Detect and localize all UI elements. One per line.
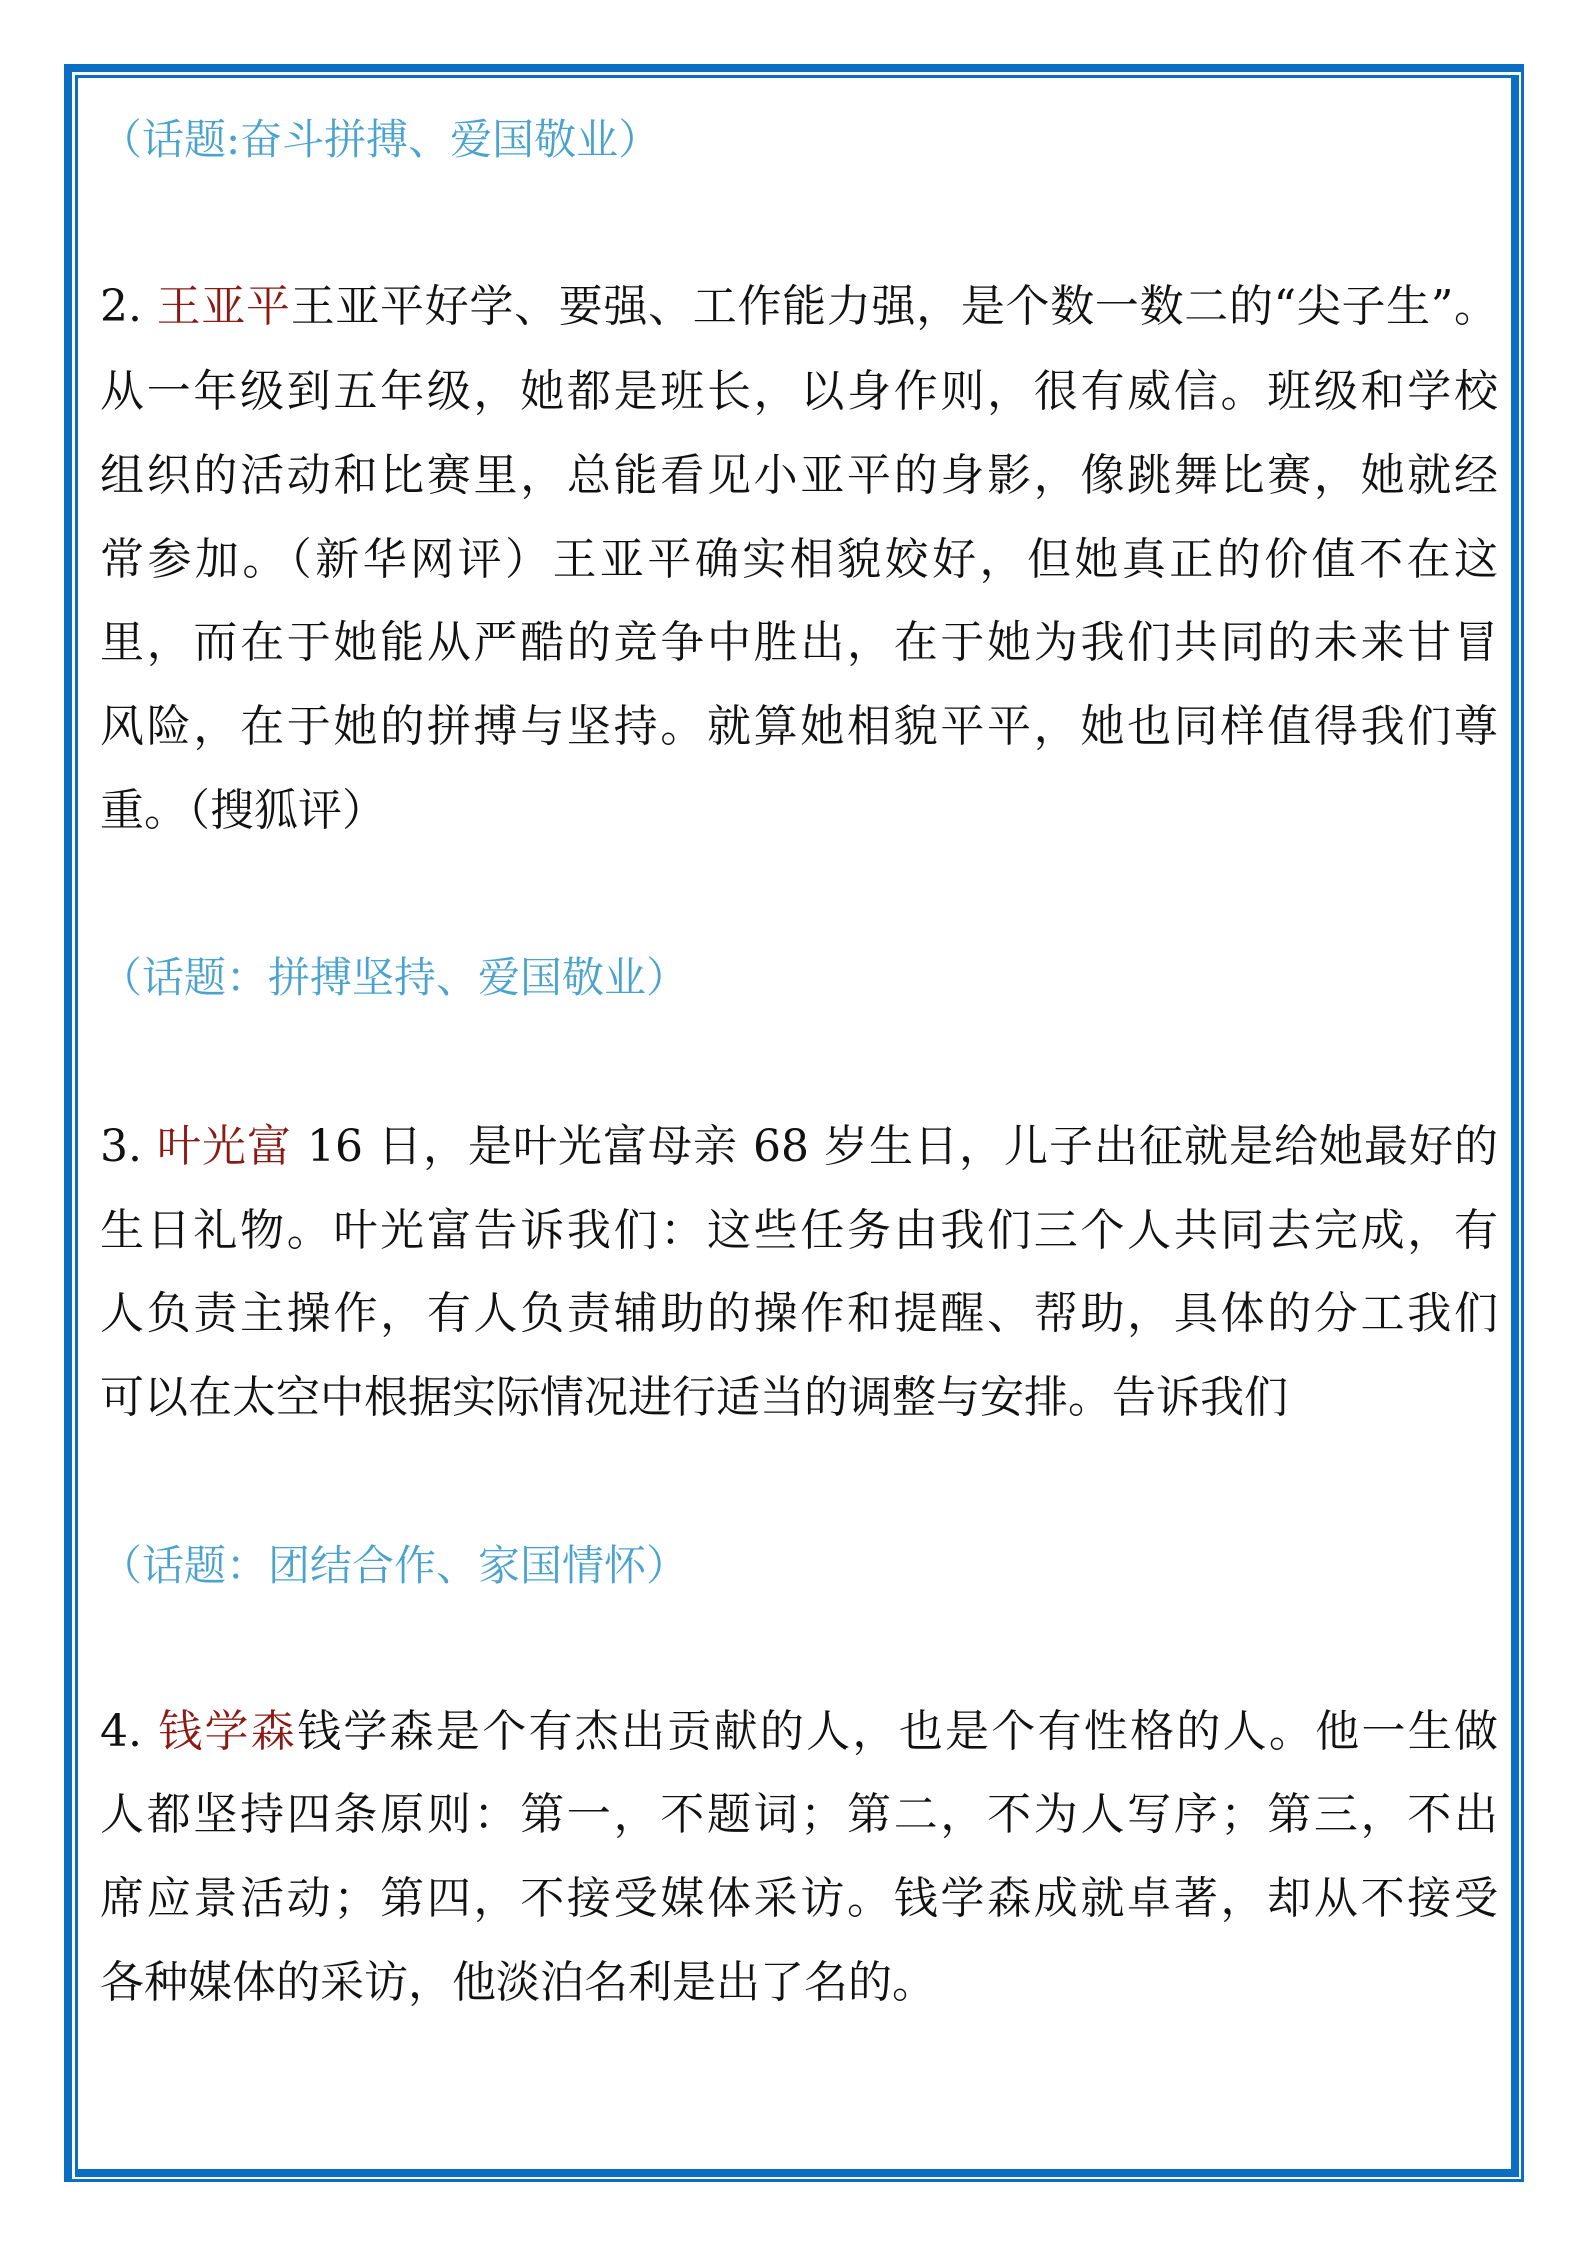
paragraph-line: 里，而在于她能从严酷的竞争中胜出，在于她为我们共同的未来甘冒 <box>100 617 1498 668</box>
item-number: 2. <box>100 281 157 332</box>
paragraph-line: 生日礼物。叶光富告诉我们：这些任务由我们三个人共同去完成，有 <box>100 1205 1498 1256</box>
paragraph-line: 重。（搜狐评） <box>100 785 386 836</box>
person-name: 王亚平 <box>156 281 291 332</box>
paragraph-line: 人都坚持四条原则：第一，不题词；第二，不为人写序；第三，不出 <box>100 1789 1498 1840</box>
paragraph-line: 2. 王亚平王亚平好学、要强、工作能力强，是个数一数二的“尖子生”。 <box>100 281 1499 332</box>
topic-label: （话题：团结合作、家国情怀） <box>100 1541 689 1590</box>
person-name: 钱学森 <box>158 1706 298 1757</box>
person-name: 叶光富 <box>156 1121 292 1172</box>
topic-label: （话题:奋斗拼搏、爱国敬业） <box>100 115 661 164</box>
paragraph-line: 从一年级到五年级，她都是班长，以身作则，很有威信。班级和学校 <box>100 366 1498 417</box>
paragraph-line: 组织的活动和比赛里，总能看见小亚平的身影，像跳舞比赛，她就经 <box>100 450 1498 501</box>
paragraph-line: 可以在太空中根据实际情况进行适当的调整与安排。告诉我们 <box>100 1372 1288 1423</box>
topic-label: （话题：拼搏坚持、爱国敬业） <box>100 953 689 1002</box>
paragraph-line: 风险，在于她的拼搏与坚持。就算她相貌平平，她也同样值得我们尊 <box>100 701 1498 752</box>
paragraph-line: 3. 叶光富 16 日，是叶光富母亲 68 岁生日，儿子出征就是给她最好的 <box>100 1121 1499 1172</box>
paragraph-line: 常参加。（新华网评）王亚平确实相貌姣好，但她真正的价值不在这 <box>100 534 1498 585</box>
paragraph-line: 4. 钱学森钱学森是个有杰出贡献的人，也是个有性格的人。他一生做 <box>100 1706 1499 1757</box>
paragraph-line: 各种媒体的采访，他淡泊名利是出了名的。 <box>100 1957 936 2008</box>
paragraph-line: 人负责主操作，有人负责辅助的操作和提醒、帮助，具体的分工我们 <box>100 1288 1498 1339</box>
item-number: 3. <box>100 1121 157 1172</box>
item-number: 4. <box>100 1706 159 1757</box>
paragraph-line: 席应景活动；第四，不接受媒体采访。钱学森成就卓著，却从不接受 <box>100 1873 1498 1924</box>
